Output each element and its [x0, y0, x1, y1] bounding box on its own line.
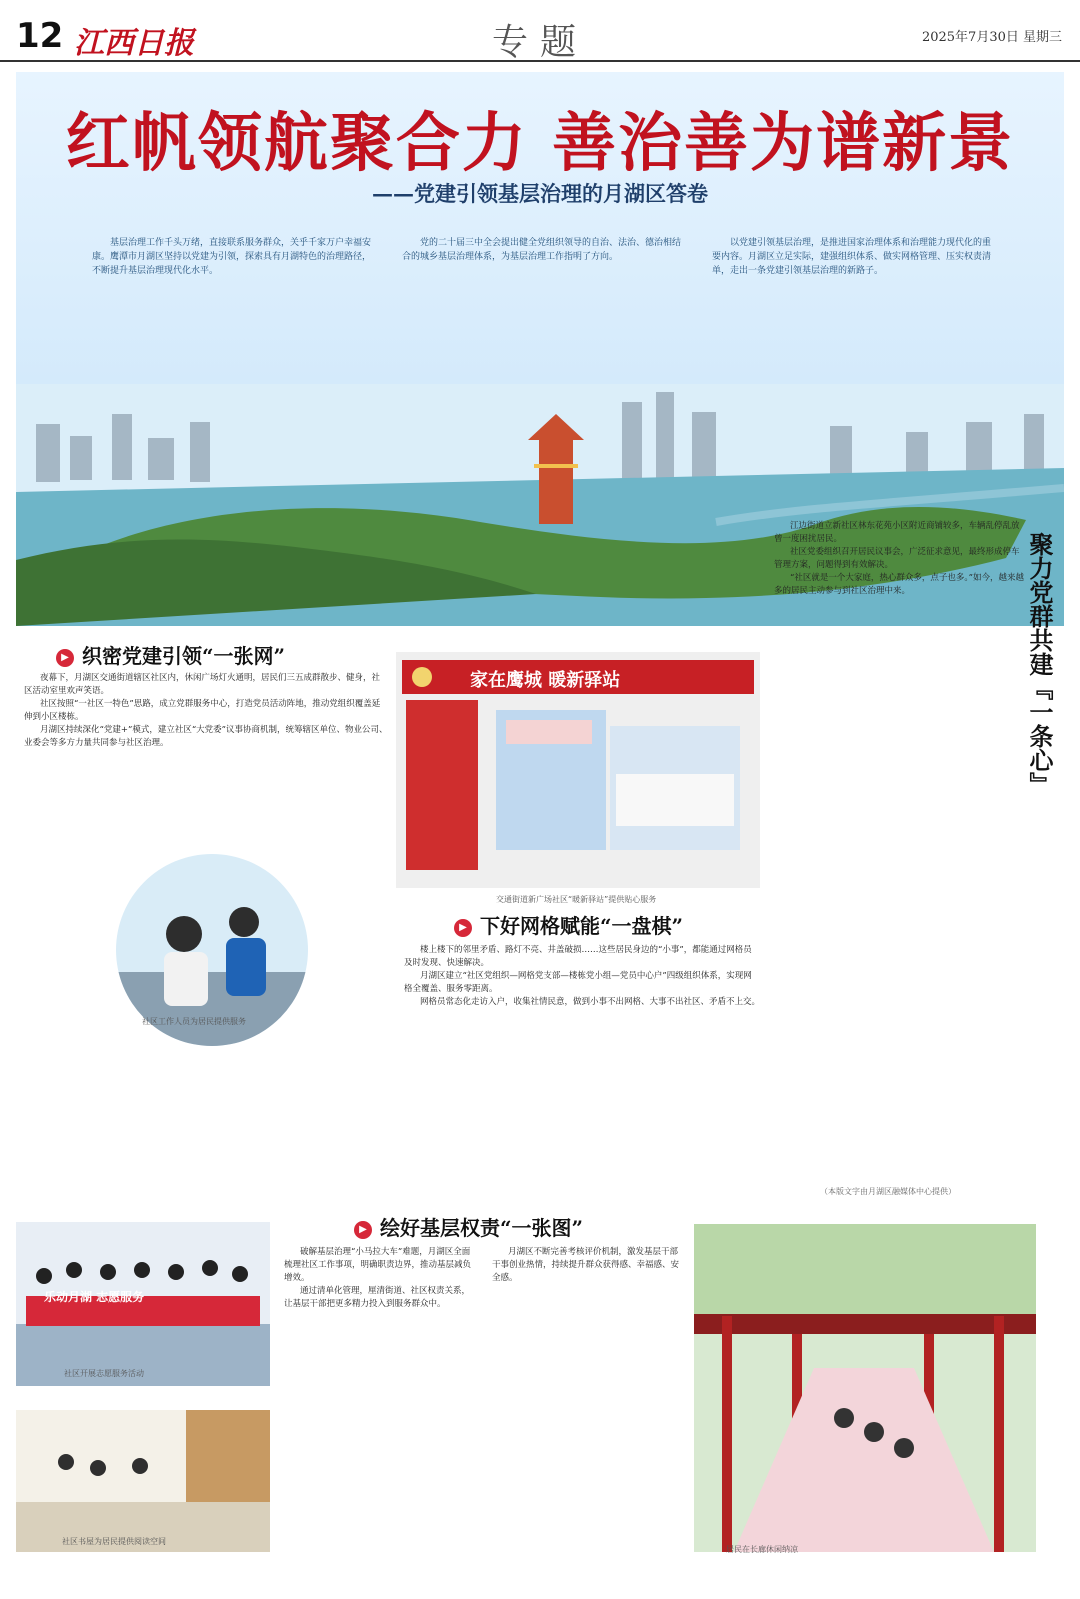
section-3-body: [284, 1246, 682, 1311]
section-heading-1-text: 织密党建引领“一张网”: [82, 644, 286, 668]
paragraph: 楼上楼下的邻里矛盾、路灯不亮、井盖破损……这些居民身边的“小事”，都能通过网格员及时发现、快速解决。: [404, 945, 752, 968]
paragraph: 网格员常态化走访入户，收集社情民意，做到小事不出网格、大事不出社区、矛盾不上交。: [420, 997, 761, 1007]
photo-caption: 社区开展志愿服务活动: [64, 1369, 144, 1378]
subheadline: ——党建引领基层治理的月湖区答卷: [372, 181, 708, 206]
intro-para-1: 基层治理工作千头万绪，直接联系服务群众，关乎千家万户幸福安康。鹰潭市月湖区坚持以党建为引领，探索具有月湖特色的治理路径，不断提升基层治理现代化水平。: [92, 238, 372, 276]
section-heading-1: [56, 640, 285, 669]
triangle-icon: ▶: [454, 919, 472, 937]
section-heading-2: [454, 910, 683, 939]
paragraph: 夜幕下，月湖区交通街道辖区社区内，休闲广场灯火通明，居民们三五成群散步、健身，社区活动室里欢声笑语。: [24, 673, 381, 696]
photo-caption: 社区书屋为居民提供阅读空间: [62, 1537, 166, 1546]
section-2-body: [404, 944, 760, 1009]
paragraph: 月湖区建立“社区党组织—网格党支部—楼栋党小组—党员中心户”四级组织体系，实现网格全覆盖、服务零距离。: [404, 971, 752, 994]
page-number: 12: [16, 16, 64, 56]
headline: 红帆领航聚合力 善治善为谱新景: [65, 106, 1015, 181]
section-1-body: [24, 672, 388, 750]
section-heading-3: [354, 1212, 583, 1241]
station-sign: 家在鹰城 暖新驿站: [470, 670, 621, 691]
triangle-icon: ▶: [56, 649, 74, 667]
intro-columns: [92, 236, 998, 360]
section-title: 专题: [492, 22, 589, 63]
sidebar-body: [774, 520, 1026, 598]
paragraph: 江边街道立新社区林东花苑小区附近商铺较多，车辆乱停乱放曾一度困扰居民。: [774, 521, 1020, 544]
vertical-sidebar-title: 聚力党群共建『一条心』: [1025, 532, 1054, 796]
photo-caption: 居民在长廊休闲纳凉: [726, 1545, 798, 1554]
banner-text: 乐动月湖 志愿服务: [44, 1290, 145, 1304]
paragraph: “社区就是一个大家庭，热心群众多，点子也多。”如今，越来越多的居民主动参与到社区治理中来。: [774, 573, 1024, 596]
section-heading-2-text: 下好网格赋能“一盘棋”: [480, 914, 684, 938]
dateline: 2025年7月30日 星期三: [921, 30, 1062, 45]
library-photo: [16, 1410, 270, 1552]
photo-caption: 社区工作人员为居民提供服务: [142, 1017, 246, 1026]
photo-caption: 交通街道新广场社区“暖新驿站”提供贴心服务: [496, 895, 657, 904]
paragraph: 社区按照“一社区一特色”思路，成立党群服务中心，打造党员活动阵地，推动党组织覆盖延伸到小区楼栋。: [24, 699, 381, 722]
paragraph: 社区党委组织召开居民议事会，广泛征求意见，最终形成停车管理方案，问题得到有效解决。: [774, 547, 1020, 570]
triangle-icon: ▶: [354, 1221, 372, 1239]
intro-para-3: 以党建引领基层治理，是推进国家治理体系和治理能力现代化的重要内容。月湖区立足实际，建强组织体系、做实网格管理、压实权责清单，走出一条党建引领基层治理的新路子。: [712, 238, 992, 276]
intro-para-2: 党的二十届三中全会提出健全党组织领导的自治、法治、德治相结合的城乡基层治理体系，为基层治理工作指明了方向。: [402, 238, 682, 262]
paragraph: 月湖区不断完善考核评价机制，激发基层干部干事创业热情，持续提升群众获得感、幸福感、安全感。: [492, 1247, 680, 1283]
paragraph: 月湖区持续深化“党建+”模式，建立社区“大党委”议事协商机制，统筹辖区单位、物业公司、业委会等多方力量共同参与社区治理。: [24, 725, 388, 748]
credits: （本版文字由月湖区融媒体中心提供）: [820, 1187, 956, 1196]
pavilion-photo: [694, 1224, 1036, 1552]
paragraph: 破解基层治理“小马拉大车”难题，月湖区全面梳理社区工作事项，明确职责边界，推动基层减负增效。: [284, 1247, 472, 1283]
section-heading-3-text: 绘好基层权责“一张图”: [380, 1216, 584, 1240]
newspaper-logo: 江西日报: [74, 26, 194, 61]
paragraph: 通过清单化管理，厘清街道、社区权责关系，让基层干部把更多精力投入到服务群众中。: [284, 1286, 471, 1309]
